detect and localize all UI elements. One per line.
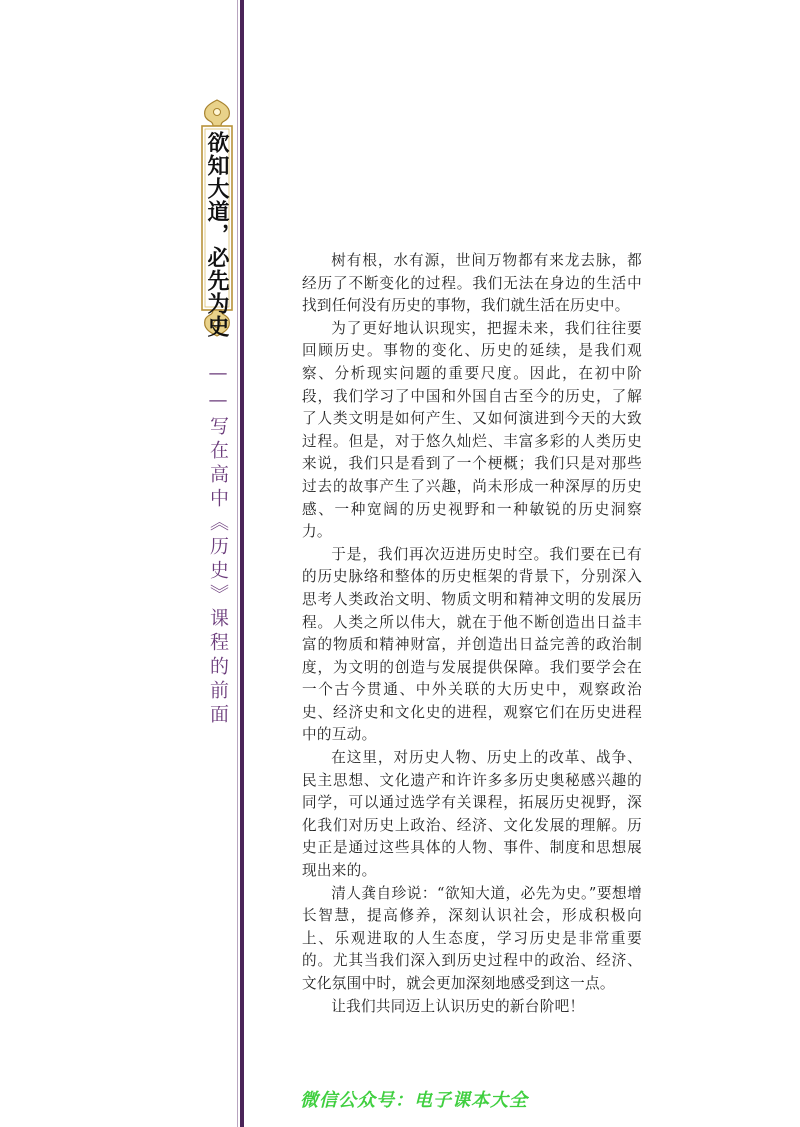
paragraph: 为了更好地认识现实，把握未来，我们往往要回顾历史。事物的变化、历史的延续，是我们观察、分析现实问题的重要尺度。因此，在初中阶段，我们学习了中国和外国自古至今的历史，了解了人类文明是如何产生、又如何演进到今天的大致过程。但是，对于悠久灿烂、丰富多彩的人类历史来说，我们只是看到了一个梗概；我们只是对那些过去的故事产生了兴趣，尚未形成一种深厚的历史感、一种宽阔的历史视野和一种敏锐的历史洞察力。 bbox=[302, 319, 642, 541]
page-subtitle: ——写在高中《历史》课程的前面 bbox=[207, 362, 229, 728]
watermark-text: 微信公众号：电子课本大全 bbox=[300, 1090, 528, 1111]
paragraph: 于是，我们再次迈进历史时空。我们要在已有的历史脉络和整体的历史框架的背景下，分别深入思考人类政治文明、物质文明和精神文明的发展历程。人类之所以伟大，就在于他不断创造出日益丰富的物质和精神财富，并创造出日益完善的政治制度，为文明的创造与发展提供保障。我们要学会在一个古今贯通、中外关联的大历史中，观察政治史、经济史和文化史的进程，观察它们在历史进程中的互动。 bbox=[302, 545, 642, 744]
paragraph: 让我们共同迈上认识历史的新台阶吧！ bbox=[331, 997, 585, 1015]
preface-article bbox=[302, 250, 642, 1018]
paragraph: 在这里，对历史人物、历史上的改革、战争、民主思想、文化遗产和许许多多历史奥秘感兴趣的同学，可以通过选学有关课程，拓展历史视野，深化我们对历史上政治、经济、文化发展的理解。历史正是通过这些具体的人物、事件、制度和思想展现出来的。 bbox=[302, 749, 642, 880]
paragraph: 清人龚自珍说：“欲知大道，必先为史。”要想增长智慧，提高修养，深刻认识社会，形成积极向上、乐观进取的人生态度，学习历史是非常重要的。尤其当我们深入到历史过程中的政治、经济、文化氛围中时，就会更加深刻地感受到这一点。 bbox=[302, 884, 642, 992]
sidebar-divider-line bbox=[240, 0, 244, 1127]
title-plaque bbox=[199, 98, 235, 338]
paragraph: 树有根，水有源，世间万物都有来龙去脉，都经历了不断变化的过程。我们无法在身边的生活中找到任何没有历史的事物，我们就生活在历史中。 bbox=[302, 252, 642, 315]
page-title: 欲知大道，必先为史 bbox=[204, 131, 230, 338]
